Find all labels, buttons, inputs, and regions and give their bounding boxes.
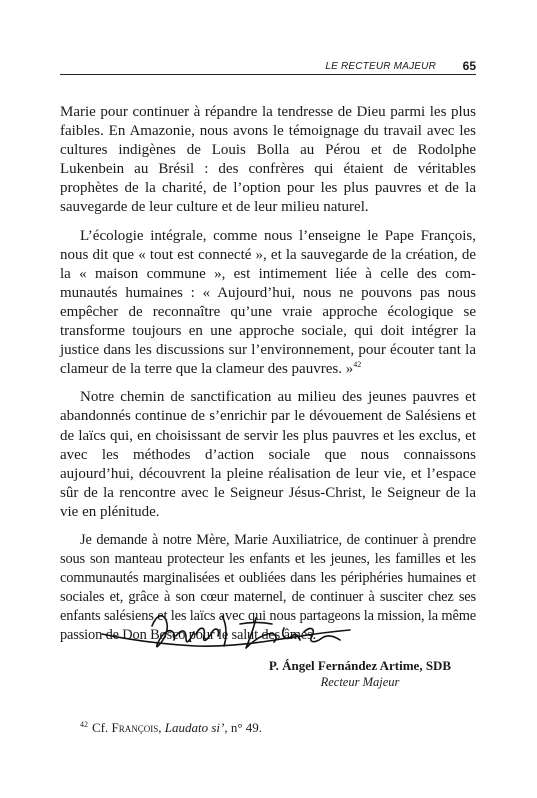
paragraph-1: Marie pour continuer à répandre la tendresse de Dieu parmi les plus faibles. En Amazonie, nous avons le témoignage du travail avec les cultures indigènes de Louis Bolla au Pérou et de Rodolphe Lukenbein au Brésil : des confrères qui étaient de véritables prophètes de la charité, de l’option pour les plus pauvres et de la sauvegarde de leur culture et de leur milieu naturel. (60, 104, 476, 216)
signatory-name: P. Ángel Fernández Artime, SDB (268, 658, 452, 673)
footnote-work: Laudato si’ (164, 720, 225, 735)
footnote-prefix: Cf. (92, 720, 112, 735)
footnote-number: 42 (80, 719, 88, 729)
paragraph-3: Notre chemin de sanctification au milieu des jeunes pauvres et abandonnés continue de s’enrichir par le dévouement de Salésiens et de laïcs qui, en choisissant de servir les plus pauvres et les exclus, et avec les méthodes d’action sociale que nous connaissons aujourd’hui, découvrent la pleine réalisation de leur vie, et l’espace sûr de la rencontre avec le Seigneur Jésus-Christ, le Seigneur de la vie en plénitude. (60, 389, 476, 520)
page-number: 65 (462, 59, 476, 73)
footnote-separator: , (158, 720, 165, 735)
paragraph-4: Je demande à notre Mère, Marie Auxiliatrice, de continuer à prendre sous son manteau protecteur les enfants et les jeunes, les familles et les communautés marginalisées et oubliées dans les périphéries humaines et sociales et, grâce à son cœur maternel, de continuer à susciter chez ses enfants salésiens et les laïcs avec qui nous partageons la mission, la même passion de Don Bosco pour le salut des âmes. (60, 531, 476, 644)
signatory-role: Recteur Majeur (320, 675, 400, 689)
footnote (80, 720, 480, 736)
handwritten-signature (100, 606, 360, 666)
running-title: LE RECTEUR MAJEUR (325, 61, 436, 72)
footnote-suffix: , n° 49. (224, 720, 263, 735)
footnote-author: François (111, 720, 159, 735)
footnote-reference: 42 (353, 360, 362, 370)
running-header (60, 54, 476, 75)
paragraph-2-text: L’écologie intégrale, comme nous l’enseigne le Pape François, nous dit que « tout est connecté », et la sauvegarde de la création, de la « maison commune », est intimement liée à celle des communautés humaines : « Aujourd’hui, nous ne pouvons pas nous empêcher de reconnaître qu’une vraie approche écologique se transforme toujours en une approche sociale, qui doit intégrer la justice dans les discussions sur l’environnement, pour écouter tant la clameur de la terre que la clameur des pauvres. » (60, 227, 476, 378)
body-text (60, 103, 476, 655)
paragraph-2 (60, 227, 476, 380)
